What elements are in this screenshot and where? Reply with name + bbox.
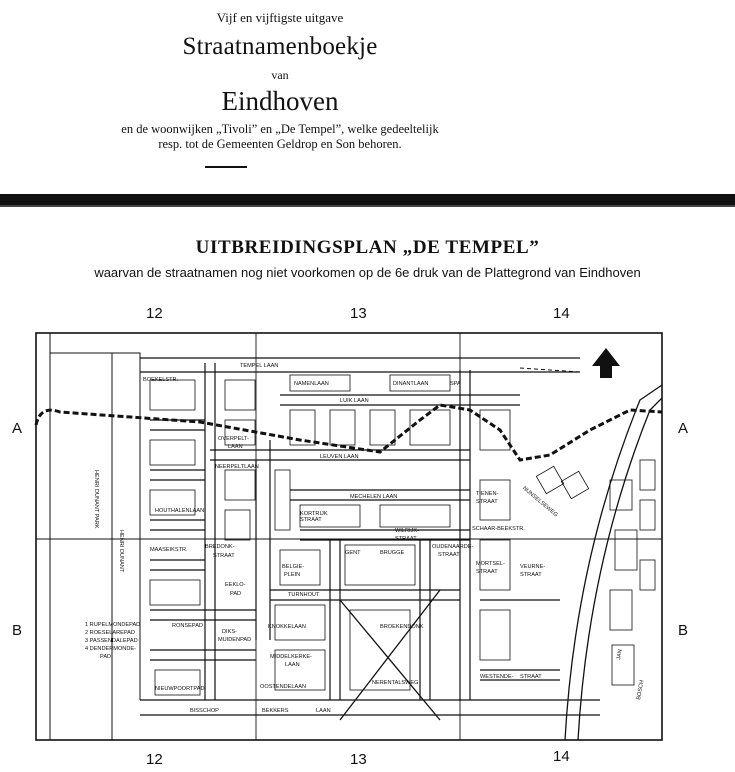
legend-4: 4 DENDERMONDE- [85,646,136,652]
street-bisschop: BISSCHOP [190,708,219,714]
street-bredonk: BREDONK- [205,544,235,550]
street-oudenaarde: OUDENAARDE- [432,544,474,550]
street-dinantlaan: DINANTLAAN [393,381,429,387]
street-nieuwpoort: NIEUWPOORTPAD [155,686,205,692]
legend-1: 1 RUPELMONDEPAD [85,622,141,628]
park-label: HENRI DUNANT [118,530,124,573]
legend-3: 3 PASSENDALEPAD [85,638,138,644]
street-tienen: TIENEN- [476,491,499,497]
map-grid [36,333,662,740]
street-overpelt: OVERPELT- [218,436,249,442]
street-maaseik: MAASEIKSTR. [150,547,188,553]
north-arrow-icon [592,348,620,378]
column-label-12-bottom: 12 [146,751,163,768]
legend-2: 2 ROESELAREPAD [85,630,135,636]
street-nerentals: NERENTALSWEG [372,680,419,686]
street-laan: LAAN [316,708,331,714]
street-tienen-2: STRAAT [476,499,498,505]
street-veurne: VEURNE- [520,564,546,570]
street-wilrijk-2: STRAAT [395,536,417,542]
row-label-a-left: A [12,420,23,437]
street-tempellaan: TEMPEL LAAN [240,363,279,369]
street-bekkers: BEKKERS [262,708,289,714]
street-nijnsel: NIJNSELSEWEG [521,485,559,519]
street-oudenaarde-2: STRAAT [438,552,460,558]
municipal-boundary-dashed [36,405,662,460]
row-label-b-right: B [678,622,689,639]
street-boekel: BOEKELSTR. [143,377,179,383]
street-turnhout: TURNHOUT [288,592,320,598]
street-mortsel: MORTSEL- [476,561,505,567]
street-neerpelt: NEERPELTLAAN [215,464,259,470]
street-houthalen: HOUTHALENLAAN [155,508,205,514]
street-brugge: BRUGGE [380,550,405,556]
street-diks-2: MUIDENPAD [218,637,252,643]
street-eeklo: EEKLO- [225,582,246,588]
column-label-14-bottom: 14 [553,748,570,765]
street-overpelt-2: LAAN [228,444,243,450]
street-westende-2: STRAAT [520,674,542,680]
street-wilrijk: WILRIJK- [395,528,419,534]
street-kortrijk-2: STRAAT [300,517,322,523]
street-sint-jan: JAN [616,648,624,661]
street-eeklo-2: PAD [230,591,242,597]
book-title: Straatnamenboekje [182,33,378,60]
street-knokke: KNOKKELAAN [268,624,306,630]
street-belgieplein-2: PLEIN [284,572,301,578]
column-label-14-top: 14 [553,305,570,322]
street-kortrijk: KORTRIJK [300,511,328,517]
subtitle-line-2: resp. tot de Gemeenten Geldrop en Son behoren. [158,137,402,151]
street-westende: WESTENDE- [480,674,514,680]
street-veurne-2: STRAAT [520,572,542,578]
street-belgieplein: BELGIE- [282,564,305,570]
street-bosch: BOSCH [636,679,646,701]
street-oostende: OOSTENDELAAN [260,684,307,690]
plan-title: UITBREIDINGSPLAN „DE TEMPEL” [195,237,540,258]
street-schaarbeek: SCHAAR-BEEKSTR. [472,526,525,532]
street-mortsel-2: STRAAT [476,569,498,575]
column-label-13-bottom: 13 [350,751,367,768]
street-middelkerke: MIDDELKERKE- [270,654,312,660]
street-diks: DIKS- [222,629,237,635]
street-mechelenlaan: MECHELEN LAAN [350,494,398,500]
park-label-full: HENRI DUNANT PARK [93,470,99,529]
street-leuvenlaan: LEUVEN LAAN [320,454,359,460]
row-label-b-left: B [12,622,23,639]
column-label-12-top: 12 [146,305,163,322]
city-title: Eindhoven [221,86,339,116]
right-blocks [536,460,655,685]
street-luiklaan: LUIK LAAN [340,398,369,404]
plan-subtitle: waarvan de straatnamen nog niet voorkomen op de 6e druk van de Plattegrond van Eindhoven [94,265,641,280]
legend-4b: PAD [100,654,112,660]
street-gent: GENT [345,550,361,556]
park-boundary [50,333,140,740]
title-van: van [271,68,289,82]
street-middelkerke-2: LAAN [285,662,300,668]
column-label-13-top: 13 [350,305,367,322]
row-label-a-right: A [678,420,689,437]
edition-line: Vijf en vijftigste uitgave [216,10,344,25]
street-broekendonk: BROEKENDONK [380,624,424,630]
street-namenlaan: NAMENLAAN [294,381,329,387]
street-ronse: RONSEPAD [172,623,203,629]
street-bredonk-2: STRAAT [213,553,235,559]
street-spa: SPA [450,381,461,387]
subtitle-line-1: en de woonwijken „Tivoli” en „De Tempel”, welke gedeeltelijk [121,122,439,136]
map-frame [36,333,662,740]
